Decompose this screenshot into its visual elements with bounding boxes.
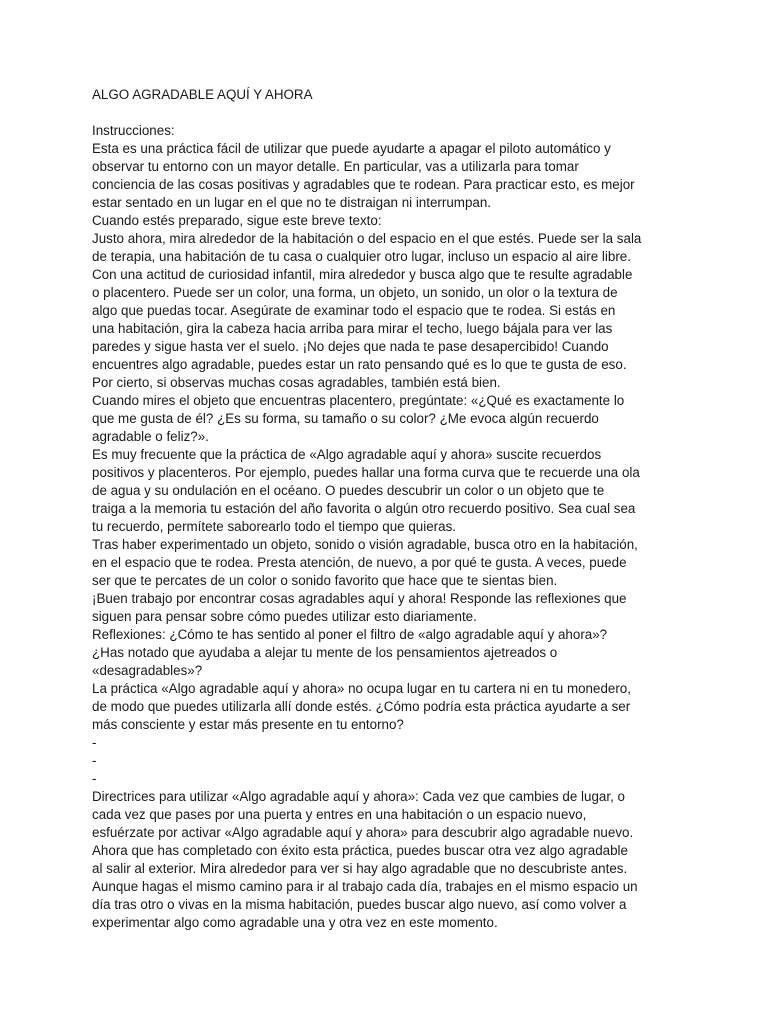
text-line: ser que te percates de un color o sonido favorito que hace que te sientas bien. bbox=[92, 573, 558, 588]
text-line: siguen para pensar sobre cómo puedes utilizar esto diariamente. bbox=[92, 609, 477, 624]
text-line: Instrucciones: bbox=[92, 123, 175, 138]
text-line: paredes y sigue hasta ver el suelo. ¡No dejes que nada te pase desapercibido! Cuando bbox=[92, 339, 609, 354]
text-line: al salir al exterior. Mira alrededor para ver si hay algo agradable que no descubriste antes. bbox=[92, 861, 628, 876]
text-line: Justo ahora, mira alrededor de la habitación o del espacio en el que estés. Puede ser la sala bbox=[92, 231, 642, 246]
text-line: Cuando estés preparado, sigue este breve texto: bbox=[92, 213, 382, 228]
text-line: en el espacio que te rodea. Presta atención, de nuevo, a por qué te gusta. A veces, puede bbox=[92, 555, 627, 570]
text-line: estar sentado en un lugar en el que no te distraigan ni interrumpan. bbox=[92, 195, 492, 210]
document-body bbox=[92, 122, 682, 932]
text-line: tu recuerdo, permítete saborearlo todo el tiempo que quieras. bbox=[92, 519, 456, 534]
text-line: cada vez que pases por una puerta y entres en una habitación o un espacio nuevo, bbox=[92, 807, 587, 822]
text-line: Directrices para utilizar «Algo agradable aquí y ahora»: Cada vez que cambies de lugar, o bbox=[92, 789, 625, 804]
text-line: Por cierto, si observas muchas cosas agradables, también está bien. bbox=[92, 375, 501, 390]
document-content bbox=[92, 86, 682, 932]
text-line: que me gusta de él? ¿Es su forma, su tamaño o su color? ¿Me evoca algún recuerdo bbox=[92, 411, 599, 426]
text-line: Es muy frecuente que la práctica de «Algo agradable aquí y ahora» suscite recuerdos bbox=[92, 447, 602, 462]
text-line: de terapia, una habitación de tu casa o cualquier otro lugar, incluso un espacio al aire libre. bbox=[92, 249, 631, 264]
text-line: - bbox=[92, 753, 97, 768]
text-line: Cuando mires el objeto que encuentras placentero, pregúntate: «¿Qué es exactamente lo bbox=[92, 393, 625, 408]
text-line: esfuérzate por activar «Algo agradable aquí y ahora» para descubrir algo agradable nuevo. bbox=[92, 825, 634, 840]
text-line: día tras otro o vivas en la misma habitación, puedes buscar algo nuevo, así como volver a bbox=[92, 897, 627, 912]
text-line: una habitación, gira la cabeza hacia arriba para mirar el techo, luego bájala para ver las bbox=[92, 321, 613, 336]
text-line: ¿Has notado que ayudaba a alejar tu mente de los pensamientos ajetreados o bbox=[92, 645, 558, 660]
text-line: Tras haber experimentado un objeto, sonido o visión agradable, busca otro en la habitación, bbox=[92, 537, 638, 552]
text-line: - bbox=[92, 771, 97, 786]
text-line: de agua y su ondulación en el océano. O puedes descubrir un color o un objeto que te bbox=[92, 483, 605, 498]
text-line: observar tu entorno con un mayor detalle. En particular, vas a utilizarla para tomar bbox=[92, 159, 579, 174]
text-line: Esta es una práctica fácil de utilizar que puede ayudarte a apagar el piloto automático y bbox=[92, 141, 611, 156]
text-line: Con una actitud de curiosidad infantil, mira alrededor y busca algo que te resulte agradable bbox=[92, 267, 633, 282]
text-line: experimentar algo como agradable una y otra vez en este momento. bbox=[92, 915, 498, 930]
text-line: o placentero. Puede ser un color, una forma, un objeto, un sonido, un olor o la textura de bbox=[92, 285, 618, 300]
text-line: conciencia de las cosas positivas y agradables que te rodean. Para practicar esto, es mejor bbox=[92, 177, 635, 192]
text-line: traiga a la memoria tu estación del año favorita o algún otro recuerdo positivo. Sea cual sea bbox=[92, 501, 636, 516]
blank-line bbox=[92, 104, 682, 122]
text-line: de modo que puedes utilizarla allí donde estés. ¿Cómo podría esta práctica ayudarte a ser bbox=[92, 699, 631, 714]
text-line: Aunque hagas el mismo camino para ir al trabajo cada día, trabajes en el mismo espacio un bbox=[92, 879, 638, 894]
text-line: agradable o feliz?». bbox=[92, 429, 209, 444]
text-line: más consciente y estar más presente en tu entorno? bbox=[92, 717, 404, 732]
text-line: algo que puedas tocar. Asegúrate de examinar todo el espacio que te rodea. Si estás en bbox=[92, 303, 616, 318]
text-line: Ahora que has completado con éxito esta práctica, puedes buscar otra vez algo agradable bbox=[92, 843, 628, 858]
text-line: - bbox=[92, 735, 97, 750]
text-line: ¡Buen trabajo por encontrar cosas agradables aquí y ahora! Responde las reflexiones que bbox=[92, 591, 627, 606]
text-line: La práctica «Algo agradable aquí y ahora» no ocupa lugar en tu cartera ni en tu monedero, bbox=[92, 681, 631, 696]
text-line: encuentres algo agradable, puedes estar un rato pensando qué es lo que te gusta de eso. bbox=[92, 357, 627, 372]
document-title: ALGO AGRADABLE AQUÍ Y AHORA bbox=[92, 87, 313, 102]
text-line: Reflexiones: ¿Cómo te has sentido al poner el filtro de «algo agradable aquí y ahora»? bbox=[92, 627, 608, 642]
text-line: «desagradables»? bbox=[92, 663, 203, 678]
text-line: positivos y placenteros. Por ejemplo, puedes hallar una forma curva que te recuerde una ola bbox=[92, 465, 640, 480]
